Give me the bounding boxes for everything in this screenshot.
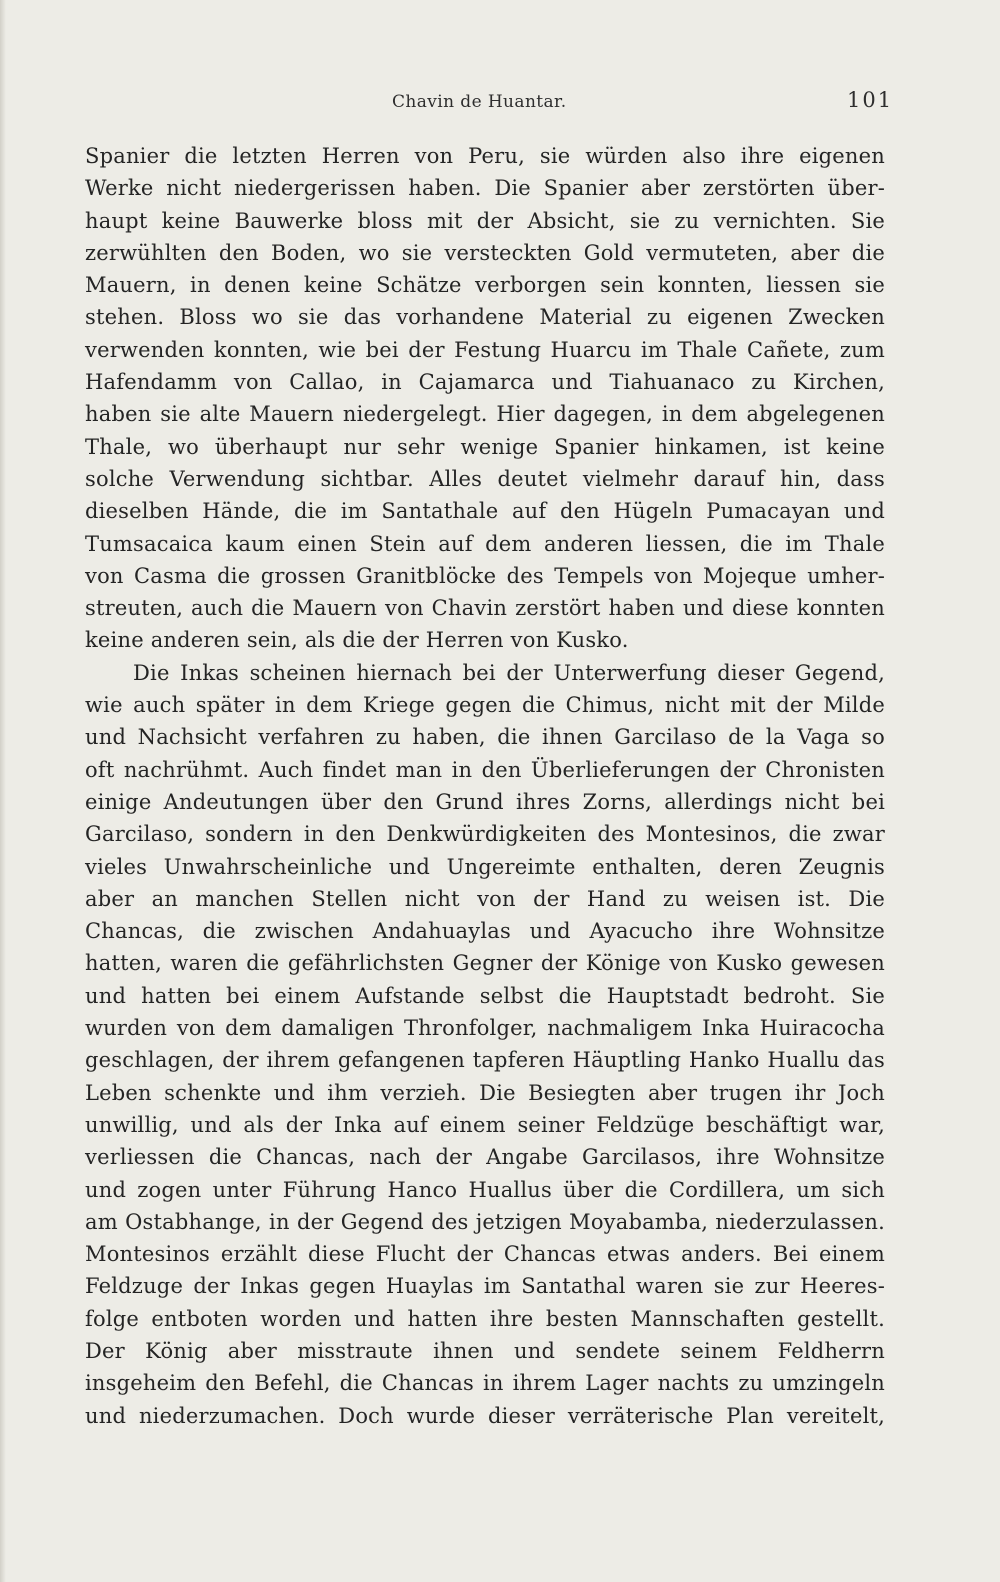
text-line: und niederzumachen. Doch wurde dieser verräterische Plan vereitelt, (85, 1403, 885, 1428)
text-line: einige Andeutungen über den Grund ihres Zorns, allerdings nicht bei (85, 789, 885, 814)
text-line: verliessen die Chancas, nach der Angabe Garcilasos, ihre Wohnsitze (85, 1145, 885, 1170)
text-line: Werke nicht niedergerissen haben. Die Spanier aber zerstörten über- (85, 176, 885, 201)
text-line: haupt keine Bauwerke bloss mit der Absicht, sie zu vernichten. Sie (85, 208, 885, 233)
text-line: stehen. Bloss wo sie das vorhandene Material zu eigenen Zwecken (85, 305, 885, 330)
text-line: wie auch später in dem Kriege gegen die Chimus, nicht mit der Milde (85, 693, 885, 718)
text-line: haben sie alte Mauern niedergelegt. Hier dagegen, in dem abgelegenen (85, 402, 885, 427)
text-line: folge entboten worden und hatten ihre besten Mannschaften gestellt. (85, 1306, 885, 1331)
text-line: hatten, waren die gefährlichsten Gegner der Könige von Kusko gewesen (85, 951, 885, 976)
text-line: und zogen unter Führung Hanco Huallus über die Cordillera, um sich (85, 1177, 885, 1202)
paragraph-start-line: Die Inkas scheinen hiernach bei der Unterwerfung dieser Gegend, (133, 660, 885, 685)
text-line: am Ostabhange, in der Gegend des jetzigen Moyabamba, niederzulassen. (85, 1209, 885, 1234)
text-line: Mauern, in denen keine Schätze verborgen sein konnten, liessen sie (85, 273, 885, 298)
text-line: Spanier die letzten Herren von Peru, sie würden also ihre eigenen (85, 144, 885, 168)
text-line: von Casma die grossen Granitblöcke des Tempels von Mojeque umher- (85, 563, 885, 588)
text-line: Chancas, die zwischen Andahuaylas und Ayacucho ihre Wohnsitze (85, 919, 885, 944)
text-line: Leben schenkte und ihm verzieh. Die Besiegten aber trugen ihr Joch (85, 1080, 885, 1105)
text-line: Feldzuge der Inkas gegen Huaylas im Santathal waren sie zur Heeres- (85, 1274, 885, 1299)
text-line: Hafendamm von Callao, in Cajamarca und Tiahuanaco zu Kirchen, (85, 370, 885, 395)
text-line: vieles Unwahrscheinliche und Ungereimte enthalten, deren Zeugnis (85, 854, 885, 879)
text-line: insgeheim den Befehl, die Chancas in ihrem Lager nachts zu umzingeln (85, 1371, 885, 1396)
text-line: Der König aber misstraute ihnen und sendete seinem Feldherrn (85, 1338, 885, 1363)
page-number: 101 (847, 88, 894, 112)
text-line: Thale, wo überhaupt nur sehr wenige Spanier hinkamen, ist keine (85, 434, 885, 459)
text-line: aber an manchen Stellen nicht von der Hand zu weisen ist. Die (85, 886, 885, 911)
running-title: Chavin de Huantar. (392, 92, 567, 112)
text-line: Montesinos erzählt diese Flucht der Chancas etwas anders. Bei einem (85, 1242, 885, 1267)
running-head (0, 86, 1000, 122)
text-line: streuten, auch die Mauern von Chavin zerstört haben und diese konnten (85, 596, 885, 621)
text-line: solche Verwendung sichtbar. Alles deutet vielmehr darauf hin, dass (85, 466, 885, 491)
text-line: oft nachrühmt. Auch findet man in den Überlieferungen der Chronisten (85, 757, 885, 782)
text-line: unwillig, und als der Inka auf einem seiner Feldzüge beschäftigt war, (85, 1112, 885, 1137)
text-line: Tumsacaica kaum einen Stein auf dem anderen liessen, die im Thale (85, 531, 885, 556)
text-line: verwenden konnten, wie bei der Festung Huarcu im Thale Cañete, zum (85, 337, 885, 362)
body-text (85, 140, 885, 1432)
text-line: wurden von dem damaligen Thronfolger, nachmaligem Inka Huiracocha (85, 1016, 885, 1041)
text-line: geschlagen, der ihrem gefangenen tapferen Häuptling Hanko Huallu das (85, 1048, 885, 1073)
text-line: dieselben Hände, die im Santathale auf den Hügeln Pumacayan und (85, 499, 885, 524)
paragraph-end-line: keine anderen sein, als die der Herren von Kusko. (85, 628, 629, 653)
text-line: Garcilaso, sondern in den Denkwürdigkeiten des Montesinos, die zwar (85, 822, 885, 847)
text-line: zerwühlten den Boden, wo sie versteckten Gold vermuteten, aber die (85, 240, 885, 265)
text-line: und Nachsicht verfahren zu haben, die ihnen Garcilaso de la Vaga so (85, 725, 885, 750)
text-line: und hatten bei einem Aufstande selbst die Hauptstadt bedroht. Sie (85, 983, 885, 1008)
